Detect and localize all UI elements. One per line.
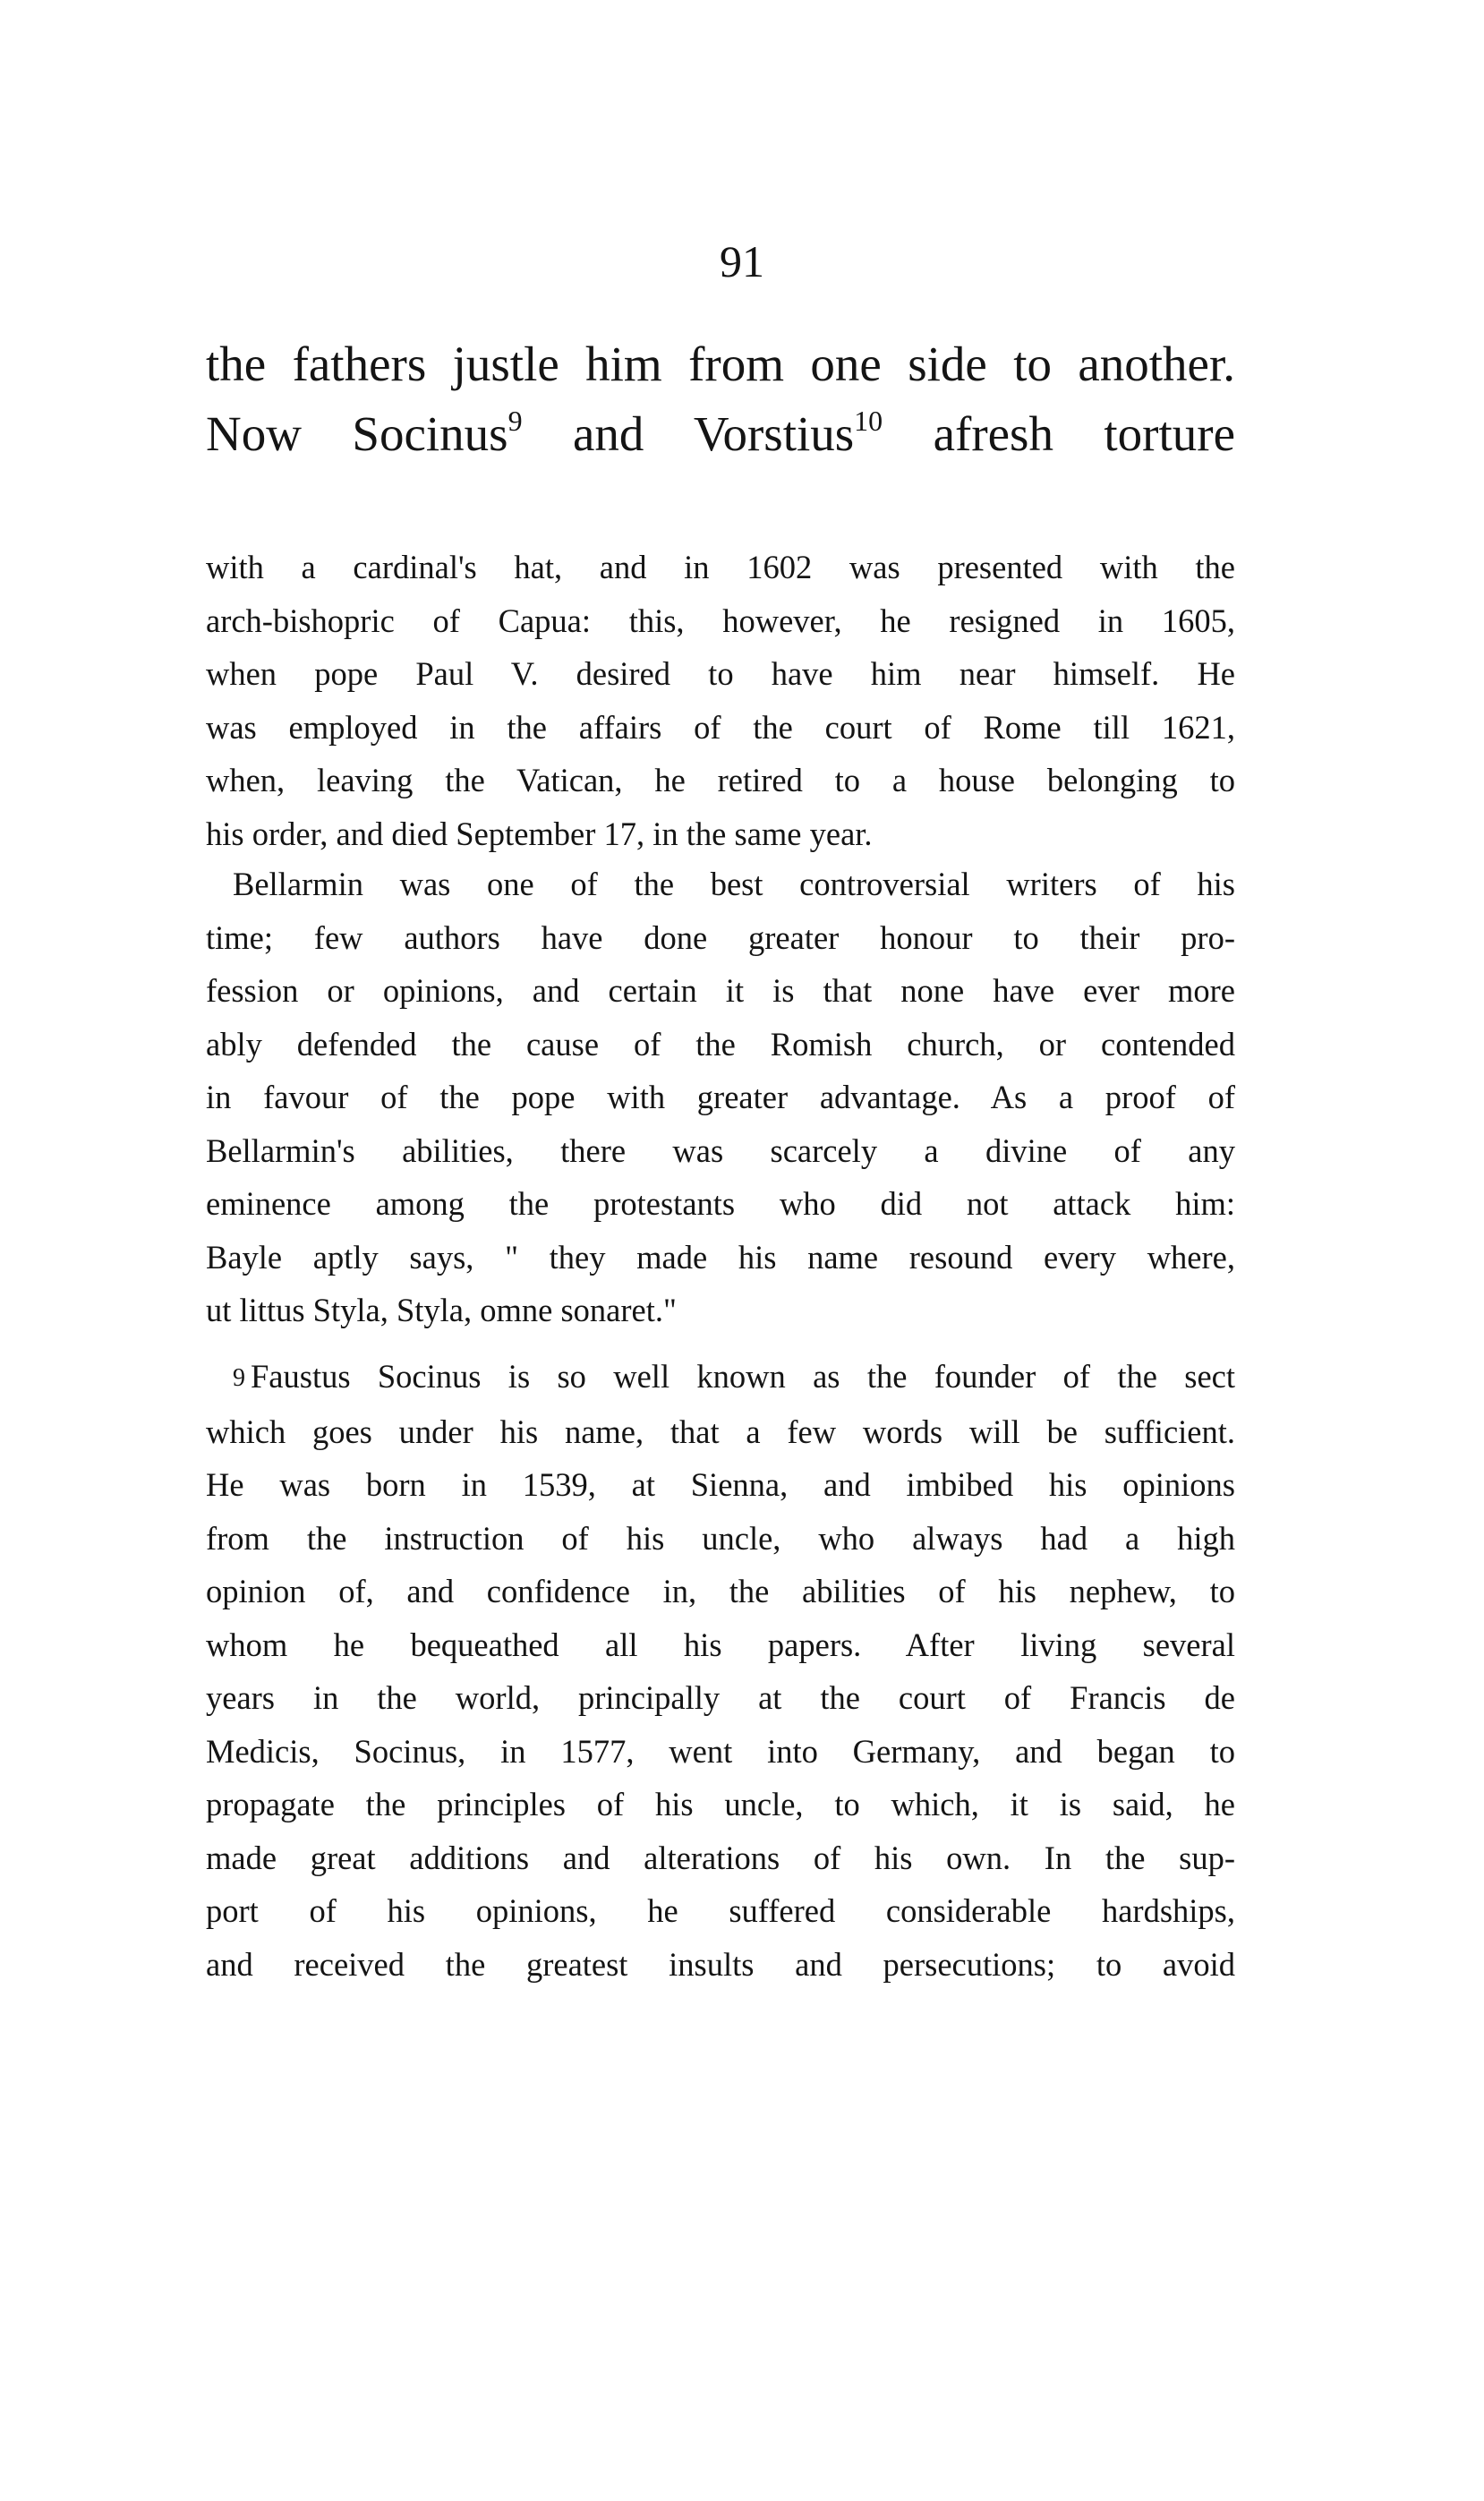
- note-line: eminence among the protestants who did not attack him:: [206, 1185, 1235, 1222]
- note-line: Bayle aptly says, " they made his name resound every where,: [206, 1238, 1235, 1276]
- note-line: opinion of, and confidence in, the abilities of his nephew, to: [206, 1573, 1235, 1609]
- note-line: Bellarmin's abilities, there was scarcely a divine of any: [206, 1131, 1235, 1169]
- note-line: and received the greatest insults and persecutions; to avoid: [206, 1945, 1235, 1983]
- note-line: years in the world, principally at the court of Francis de: [206, 1679, 1235, 1716]
- footnote-ref-9: 9: [507, 405, 523, 437]
- main-text: [206, 329, 1235, 469]
- note-line: from the instruction of his uncle, who always had a high: [206, 1519, 1235, 1557]
- note-line: fession or opinions, and certain it is that none have ever more: [206, 972, 1235, 1009]
- note-line: which goes under his name, that a few words will be sufficient.: [206, 1413, 1235, 1450]
- note-line: with a cardinal's hat, and in 1602 was presented with the: [206, 549, 1235, 585]
- footnote-9: [206, 1350, 1235, 1991]
- page-number: 91: [720, 236, 764, 286]
- note-line-text: Faustus Socinus is so well known as the founder of the sect: [251, 1358, 1235, 1395]
- note-continuation: [206, 541, 1235, 860]
- note-bellarmin-paragraph: [206, 858, 1235, 1337]
- note-line: port of his opinions, he suffered considerable hardships,: [206, 1892, 1235, 1929]
- note-line: in favour of the pope with greater advantage. As a proof of: [206, 1079, 1235, 1115]
- note-line: Bellarmin was one of the best controversial writers of his: [233, 866, 1235, 902]
- note-line: time; few authors have done greater honour to their pro-: [206, 918, 1235, 956]
- main-text-line-1: the fathers justle him from one side to another.: [206, 337, 1235, 391]
- footnote-ref-10: 10: [854, 405, 883, 437]
- note-line: ut littus Styla, Styla, omne sonaret.": [206, 1292, 677, 1328]
- note-line: when, leaving the Vatican, he retired to a house belonging to: [206, 762, 1235, 798]
- note-line: when pope Paul V. desired to have him near himself. He: [206, 655, 1235, 692]
- main-text-segment: and Vorstius: [522, 406, 855, 461]
- note-line: arch-bishopric of Capua: this, however, he resigned in 1605,: [206, 602, 1235, 639]
- note-line: propagate the principles of his uncle, to which, it is said, he: [206, 1786, 1235, 1822]
- note-line: was employed in the affairs of the court of Rome till 1621,: [206, 708, 1235, 746]
- note-line: his order, and died September 17, in the same year.: [206, 815, 873, 852]
- note-line: whom he bequeathed all his papers. After living several: [206, 1626, 1235, 1663]
- note-line: Medicis, Socinus, in 1577, went into Germany, and began to: [206, 1732, 1235, 1770]
- main-text-segment: afresh torture: [883, 406, 1236, 461]
- note-line: [206, 1350, 1235, 1405]
- note-line: ably defended the cause of the Romish church, or contended: [206, 1025, 1235, 1063]
- main-text-segment: Now Socinus: [206, 406, 508, 461]
- footnote-marker: 9: [233, 1364, 245, 1392]
- main-text-line-2: [206, 399, 1235, 469]
- note-line: He was born in 1539, at Sienna, and imbibed his opinions: [206, 1466, 1235, 1503]
- note-line: made great additions and alterations of his own. In the sup-: [206, 1839, 1235, 1876]
